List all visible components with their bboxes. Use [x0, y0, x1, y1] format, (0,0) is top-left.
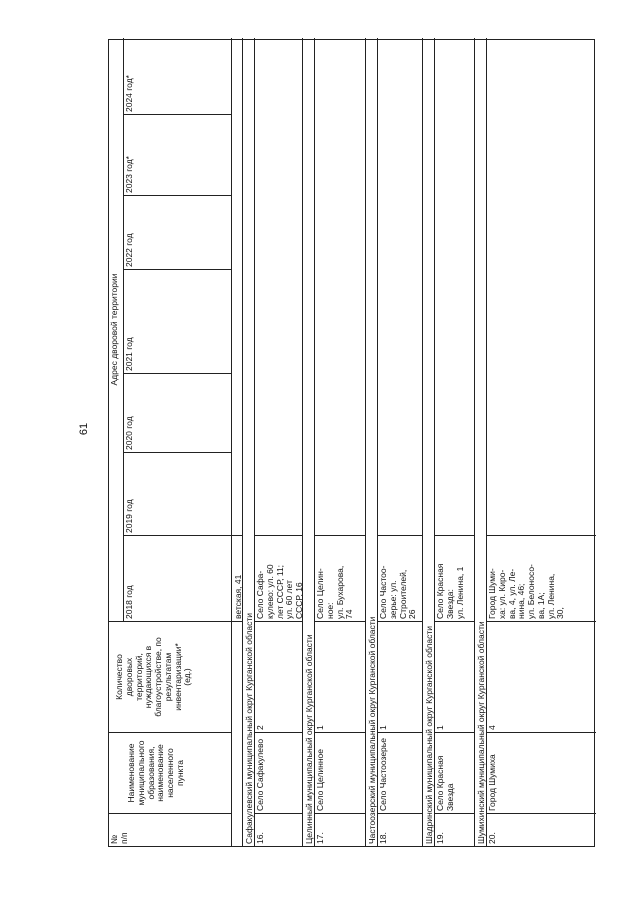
- header-year-2022: 2022 год: [123, 196, 231, 270]
- row-count: 4: [486, 622, 596, 733]
- row-address-2018: Село Красная Звезда: ул. Ленина, 1: [434, 536, 474, 622]
- row-name: Село Красная Звезда: [434, 733, 474, 814]
- continuation-cell: ветская, 41: [231, 536, 242, 622]
- row-address-2018: Город Шуми- ха: ул. Киро- ва, 4, ул. Ле- нина, 46; ул. Белоносо- ва, 1А; ул. Ленина, 30,: [486, 536, 596, 622]
- row-name: Город Шумиха: [486, 733, 596, 814]
- row-address-2018: Село Целин- ное: ул. Бухарова, 74: [314, 536, 365, 622]
- group-title: Целинный муниципальный округ Курганской области: [302, 38, 314, 846]
- header-year-2021: 2021 год: [123, 270, 231, 374]
- row-count: 1: [434, 622, 474, 733]
- row-count: 1: [377, 622, 422, 733]
- territory-table: [108, 39, 595, 847]
- row-num: 17.: [314, 814, 365, 846]
- row-num: 18.: [377, 814, 422, 846]
- group-title: Шумихинский муниципальный округ Курганской области: [474, 38, 486, 846]
- header-year-2018: 2018 год: [123, 536, 231, 622]
- row-num: 19.: [434, 814, 474, 846]
- header-year-2019: 2019 год: [123, 453, 231, 536]
- header-count: Количество дворовых территорий, нуждающихся в благоустройстве, по результатам инвентаризации* (ед.): [109, 622, 231, 733]
- row-address-2018: Село Сафа- кулево: ул. 60 лет СССР, 11; ул. 60 лет СССР, 16: [254, 536, 302, 622]
- header-year-2023: 2023 год*: [123, 115, 231, 196]
- row-address-2018: Село Частоо- зерье: ул. Строителей, 26: [377, 536, 422, 622]
- row-count: 2: [254, 622, 302, 733]
- group-title: Шадринский муниципальный округ Курганской области: [422, 38, 434, 846]
- header-num: № п/п: [109, 832, 129, 844]
- row-num: 16.: [254, 814, 302, 846]
- row-count: 1: [314, 622, 365, 733]
- page-number: 61: [78, 422, 91, 436]
- header-year-2020: 2020 год: [123, 374, 231, 453]
- row-name: Село Частоозерье: [377, 733, 422, 814]
- header-year-2024: 2024 год*: [123, 38, 231, 115]
- group-title: Частоозерский муниципальный округ Курганской области: [365, 38, 377, 846]
- header-address-group: Адрес дворовой территории: [109, 38, 123, 622]
- row-name: Село Целинное: [314, 733, 365, 814]
- group-title: Сафакулевский муниципальный округ Курганской области: [242, 38, 254, 846]
- row-num: 20.: [486, 814, 596, 846]
- header-name: Наименование муниципального образования, наименование населенного пункта: [109, 733, 231, 814]
- row-name: Село Сафакулево: [254, 733, 302, 814]
